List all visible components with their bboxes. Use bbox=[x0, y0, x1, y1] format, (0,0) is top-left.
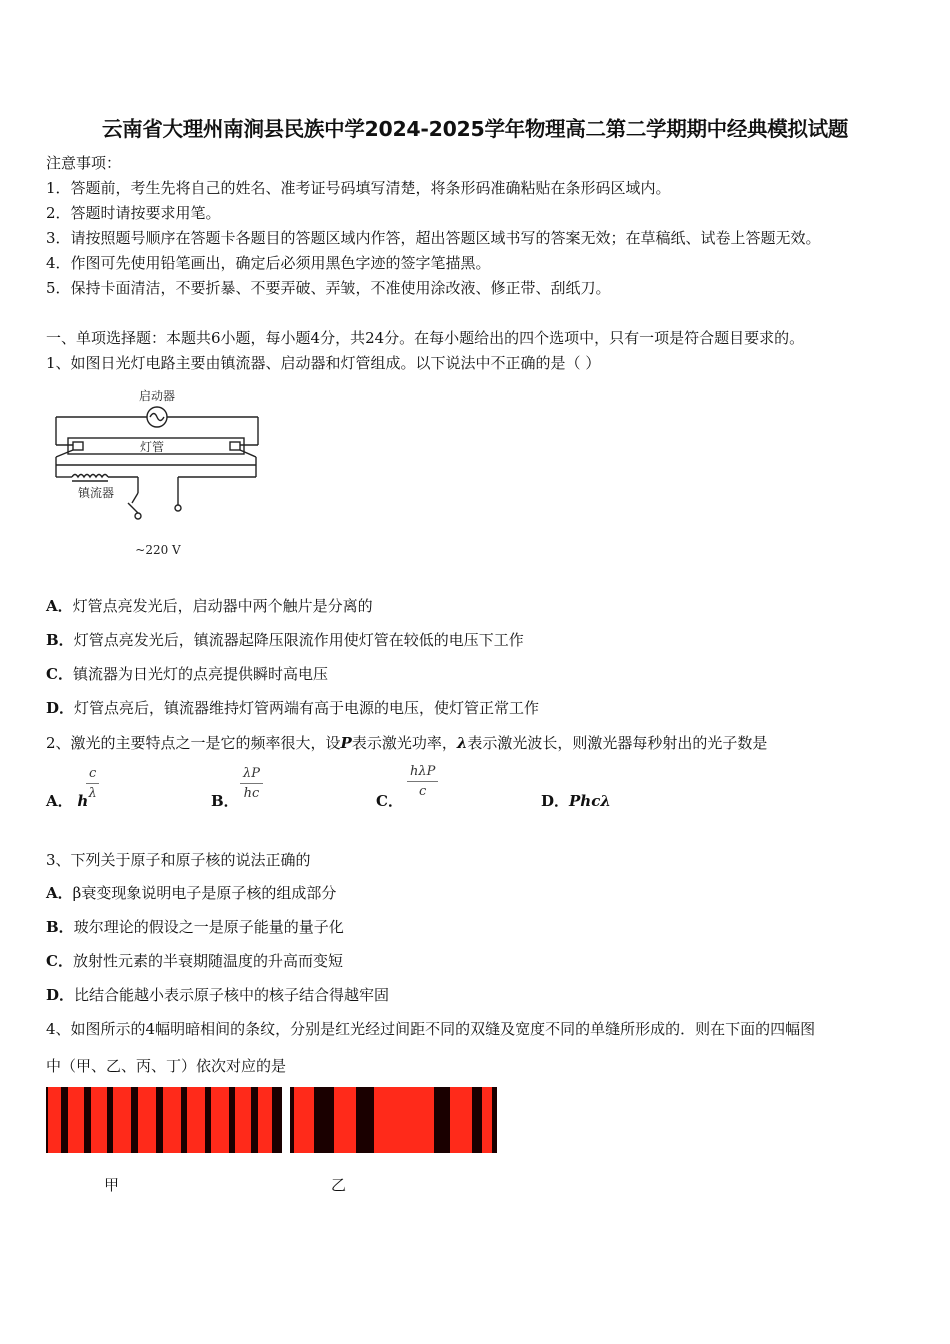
bright-fringe-yi bbox=[374, 1087, 434, 1153]
bright-fringe-jia bbox=[235, 1087, 251, 1153]
q1-stem: 1、如图日光灯电路主要由镇流器、启动器和灯管组成。以下说法中不正确的是（ ） bbox=[46, 354, 601, 372]
bright-fringe-jia bbox=[163, 1087, 181, 1153]
bright-fringe-jia bbox=[138, 1087, 156, 1153]
q2-option-a-fraction: $\frac{c}{\lambda}$ bbox=[86, 766, 99, 801]
q3-option-d[interactable]: D．比结合能越小表示原子核中的核子结合得越牢固 bbox=[46, 986, 390, 1004]
bright-fringe-jia bbox=[91, 1087, 107, 1153]
q2-option-a[interactable]: A． h bbox=[46, 792, 89, 810]
q2-option-d[interactable]: D．Phcλ bbox=[541, 792, 611, 810]
q2-option-c-fraction: hλP c bbox=[407, 764, 438, 799]
notice-item-4: 4．作图可先使用铅笔画出，确定后必须用黑色字迹的签字笔描黑。 bbox=[46, 254, 491, 272]
bright-fringe-yi bbox=[450, 1087, 472, 1153]
q3-option-b[interactable]: B．玻尔理论的假设之一是原子能量的量子化 bbox=[46, 918, 344, 936]
notice-heading: 注意事项： bbox=[46, 154, 122, 172]
bright-fringe-jia bbox=[187, 1087, 205, 1153]
q2-option-c[interactable]: C． bbox=[376, 792, 403, 810]
fringe-pattern-yi bbox=[290, 1087, 497, 1153]
tube-label: 灯管 bbox=[139, 440, 165, 454]
q2-option-b[interactable]: B． bbox=[211, 792, 239, 810]
notice-item-5: 5．保持卡面清洁，不要折暴、不要弄破、弄皱，不准使用涂改液、修正带、刮纸刀。 bbox=[46, 279, 611, 297]
bright-fringe-jia bbox=[48, 1087, 61, 1153]
bright-fringe-yi bbox=[294, 1087, 314, 1153]
q2-stem: 2、激光的主要特点之一是它的频率很大，设P表示激光功率，λ表示激光波长，则激光器每秒射出的光子数是 bbox=[46, 734, 768, 752]
fringe-pattern-jia bbox=[46, 1087, 282, 1153]
q1-option-a[interactable]: A．灯管点亮发光后，启动器中两个触片是分离的 bbox=[46, 597, 373, 615]
q1-option-c[interactable]: C．镇流器为日光灯的点亮提供瞬时高电压 bbox=[46, 665, 328, 683]
caption-jia: 甲 bbox=[104, 1176, 120, 1194]
section-heading: 一、单项选择题：本题共6小题，每小题4分，共24分。在每小题给出的四个选项中，只有一项是符合题目要求的。 bbox=[46, 329, 805, 347]
bright-fringe-yi bbox=[334, 1087, 356, 1153]
bright-fringe-jia bbox=[113, 1087, 131, 1153]
bright-fringe-jia bbox=[211, 1087, 229, 1153]
q3-stem: 3、下列关于原子和原子核的说法正确的 bbox=[46, 851, 311, 869]
q4-stem-line2: 中（甲、乙、丙、丁）依次对应的是 bbox=[46, 1057, 287, 1075]
q1-option-d[interactable]: D．灯管点亮后，镇流器维持灯管两端有高于电源的电压，使灯管正常工作 bbox=[46, 699, 540, 717]
notice-item-1: 1．答题前，考生先将自己的姓名、准考证号码填写清楚，将条形码准确粘贴在条形码区域内。 bbox=[46, 179, 671, 197]
q2-option-b-fraction: $\frac{\lambda P}{hc}$ bbox=[240, 766, 263, 801]
fluorescent-circuit-diagram bbox=[46, 385, 276, 560]
bright-fringe-yi bbox=[482, 1087, 492, 1153]
q3-option-a[interactable]: A．β衰变现象说明电子是原子核的组成部分 bbox=[46, 884, 337, 902]
starter-label: 启动器 bbox=[138, 389, 176, 403]
notice-item-2: 2．答题时请按要求用笔。 bbox=[46, 204, 221, 222]
page-title: 云南省大理州南涧县民族中学2024-2025学年物理高二第二学期期中经典模拟试题 bbox=[101, 117, 849, 141]
q1-option-b[interactable]: B．灯管点亮发光后，镇流器起降压限流作用使灯管在较低的电压下工作 bbox=[46, 631, 524, 649]
bright-fringe-jia bbox=[258, 1087, 272, 1153]
source-label: ~220 V bbox=[135, 543, 181, 557]
ballast-label: 镇流器 bbox=[77, 486, 115, 500]
q3-option-c[interactable]: C．放射性元素的半衰期随温度的升高而变短 bbox=[46, 952, 343, 970]
notice-item-3: 3．请按照题号顺序在答题卡各题目的答题区域内作答，超出答题区域书写的答案无效；在草稿纸、试卷上答题无效。 bbox=[46, 229, 821, 247]
bright-fringe-jia bbox=[68, 1087, 84, 1153]
q4-stem-line1: 4、如图所示的4幅明暗相间的条纹，分别是红光经过间距不同的双缝及宽度不同的单缝所形成的．则在下面的四幅图 bbox=[46, 1020, 816, 1038]
caption-yi: 乙 bbox=[331, 1176, 347, 1194]
